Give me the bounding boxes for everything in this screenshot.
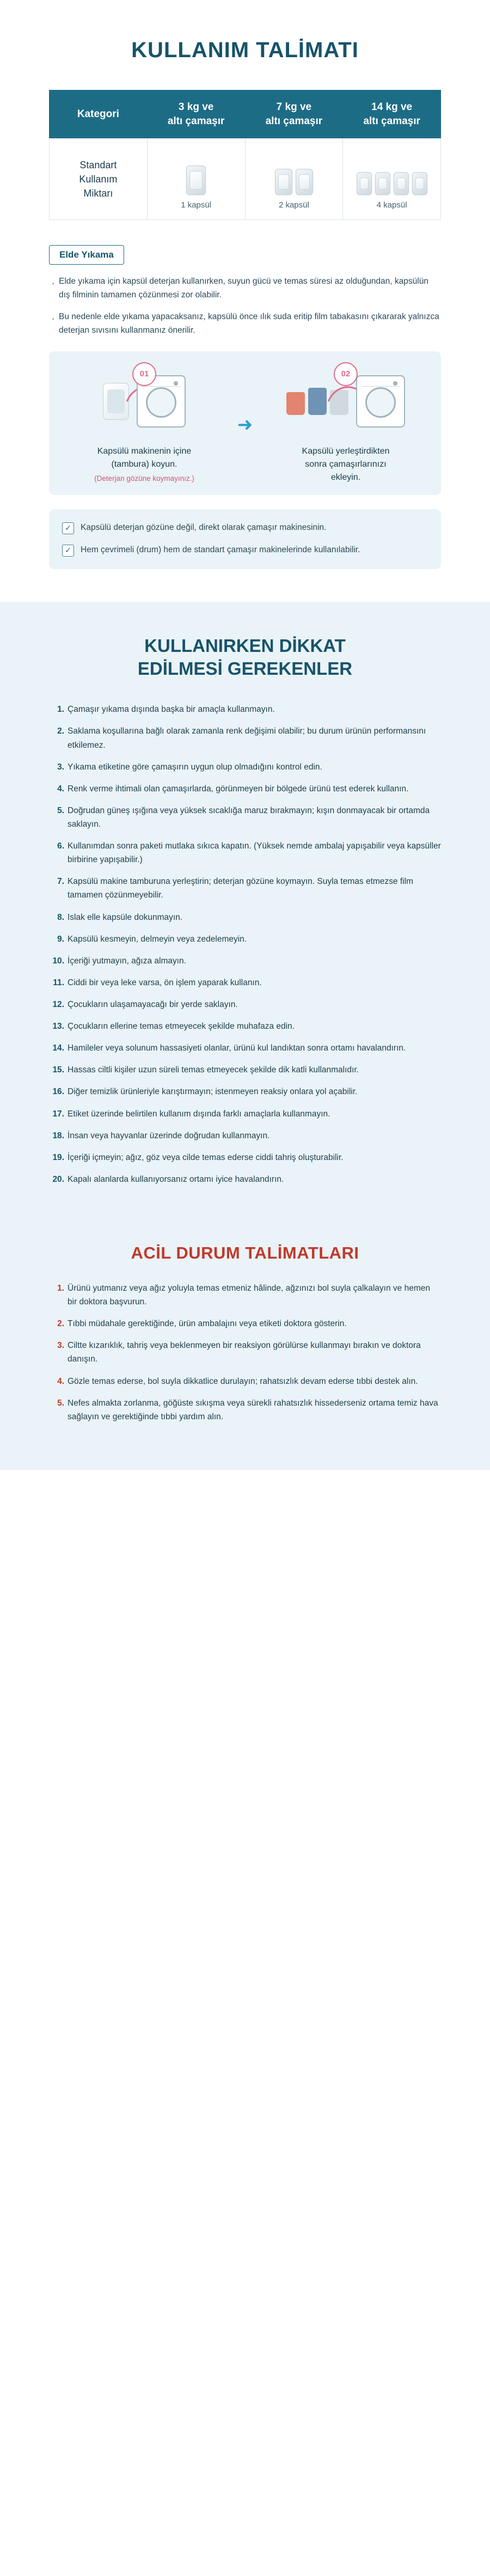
capsule-count-14kg: 4 kapsül	[376, 200, 407, 210]
steps-panel	[49, 351, 441, 495]
step-1-caption	[62, 445, 226, 484]
header-7kg-line2: altı çamaşır	[265, 115, 323, 127]
list-item: Islak elle kapsüle dokunmayın.	[68, 912, 183, 922]
list-item: İnsan veya hayvanlar üzerinde doğrudan kullanmayın.	[68, 1131, 270, 1140]
list-item: Etiket üzerinde belirtilen kullanım dışında farklı amaçlarla kullanmayın.	[68, 1109, 330, 1119]
cell-7kg	[245, 138, 343, 220]
list-item: Kapsülü makine tamburuna yerleştirin; deterjan gözüne koymayın. Suyla temas etmezse film tamamen çözünmeyebilir.	[68, 877, 413, 900]
table-header-row	[50, 90, 441, 138]
capsule-group-1	[151, 148, 242, 195]
capsule-icon	[103, 383, 129, 420]
list-item: Ürünü yutmanız veya ağız yoluyla temas etmeniz hâlinde, ağzınızı bol suyla çalkalayın ve hemen bir doktora başvurun.	[68, 1283, 430, 1307]
list-item: Doğrudan güneş ışığına veya yüksek sıcaklığa maruz bırakmayın; kışın donmayacak bir ortamda saklayın.	[68, 805, 430, 829]
table-header-3kg	[147, 90, 245, 138]
capsule-count-7kg: 2 kapsül	[278, 200, 309, 210]
check-item	[62, 521, 428, 535]
washing-machine-icon	[356, 375, 405, 428]
list-item: Gözle temas ederse, bol suyla dikkatlice durulayın; rahatsızlık devam ederse tıbbi destek alın.	[68, 1376, 418, 1386]
machine-knob-icon	[393, 381, 397, 386]
list-item: Hamileler veya solunum hassasiyeti olanlar, ürünü kul landıktan sonra ortamı havalandırın.	[68, 1043, 406, 1053]
step-2-number: 02	[334, 362, 358, 386]
table-header-category: Kategori	[50, 90, 148, 138]
check-item	[62, 544, 428, 557]
laundry-icon	[286, 388, 348, 415]
list-item: Kullanımdan sonra paketi mutlaka sıkıca kapatın. (Yüksek nemde ambalaj yapışabilir veya kapsüller birbirine yapışabilir.)	[68, 841, 441, 865]
header-14kg-line1: 14 kg ve	[371, 101, 413, 113]
step-1-caption-line1: Kapsülü makinenin içine	[97, 446, 192, 456]
shirt-icon	[330, 390, 348, 415]
check-list-panel	[49, 509, 441, 569]
shirt-icon	[286, 392, 305, 415]
check-icon: ✓	[62, 522, 74, 534]
capsule-count-3kg: 1 kapsül	[181, 200, 212, 210]
list-item: Renk verme ihtimali olan çamaşırlarda, görünmeyen bir bölgede ürünü test ederek kullanın.	[68, 784, 409, 793]
handwash-bullet: · Elde yıkama için kapsül deterjan kullanırken, suyun gücü ve temas süresi az olduğundan, kapsülün dış filminin tamamen çözünmesi zor olabilir.	[49, 274, 441, 302]
precautions-title-line1: KULLANIRKEN DİKKAT	[144, 635, 346, 656]
table-row	[50, 138, 441, 220]
list-item: Yıkama etiketine göre çamaşırın uygun olup olmadığını kontrol edin.	[68, 762, 322, 772]
capsule-icon	[296, 169, 313, 195]
step-2-caption-line1: Kapsülü yerleştirdikten	[302, 446, 390, 456]
header-3kg-line2: altı çamaşır	[167, 115, 225, 127]
table-body	[50, 138, 441, 220]
machine-door-icon	[146, 387, 176, 418]
table-header-7kg	[245, 90, 343, 138]
header-7kg-line1: 7 kg ve	[276, 101, 312, 113]
handwash-bullet: · Bu nedenle elde yıkama yapacaksanız, kapsülü önce ılık suda eritip film tabakasını çıkararak yalnızca deterjan sıvısını kullanmanız önerilir.	[49, 310, 441, 337]
step-2-caption-line2: sonra çamaşırlarınızı	[305, 459, 387, 469]
step-1-caption-line2: (tambura) koyun.	[111, 459, 177, 469]
handwash-badge: Elde Yıkama	[49, 245, 124, 265]
check-item-text: Kapsülü deterjan gözüne değil, direkt olarak çamaşır makinesinin.	[81, 522, 327, 532]
capsule-icon	[275, 169, 292, 195]
row-label-standard-amount	[50, 138, 148, 220]
step-2	[264, 365, 428, 484]
step-1-number: 01	[132, 362, 156, 386]
capsule-group-4	[346, 148, 437, 195]
usage-amount-table	[49, 90, 441, 220]
capsule-icon	[186, 166, 206, 195]
list-item: İçeriği yutmayın, ağıza almayın.	[68, 956, 186, 966]
machine-knob-icon	[174, 381, 178, 386]
step-1	[62, 365, 226, 484]
page-title: KULLANIM TALİMATI	[131, 38, 359, 62]
cell-14kg	[343, 138, 441, 220]
list-item: Çocukların ellerine temas etmeyecek şekilde muhafaza edin.	[68, 1022, 295, 1031]
list-item: İçeriği içmeyin; ağız, göz veya cilde temas ederse ciddi tahriş oluşturabilir.	[68, 1152, 344, 1162]
header-3kg-line1: 3 kg ve	[178, 101, 214, 113]
step-1-illustration	[62, 365, 226, 437]
row-label-line2: Kullanım	[79, 173, 118, 185]
handwash-bullets	[49, 274, 441, 337]
precautions-list	[49, 703, 441, 1186]
list-item: Nefes almakta zorlanma, göğüste sıkışma veya sürekli rahatsızlık hissederseniz ortama temiz hava sağlayın ve gerektiğinde tıbbi yardım alın.	[68, 1398, 438, 1421]
list-item: Hassas ciltli kişiler uzun süreli temas etmeyecek şekilde dik katli kullanmalıdır.	[68, 1065, 359, 1075]
precautions-title	[49, 634, 441, 681]
table-header-14kg	[343, 90, 441, 138]
capsule-icon	[394, 172, 409, 195]
handwash-block	[49, 245, 441, 337]
step-2-illustration	[264, 365, 428, 437]
step-2-caption-line3: ekleyin.	[330, 472, 361, 482]
check-item-text: Hem çevrimeli (drum) hem de standart çamaşır makinelerinde kullanılabilir.	[81, 545, 360, 554]
capsule-group-2	[249, 148, 340, 195]
list-item: Kapsülü kesmeyin, delmeyin veya zedelemeyin.	[68, 934, 247, 944]
cell-3kg	[147, 138, 245, 220]
capsule-icon	[375, 172, 390, 195]
row-label-line3: Miktarı	[83, 187, 113, 199]
emergency-section	[0, 1222, 490, 1470]
list-item: Diğer temizlik ürünleriyle karıştırmayın; istenmeyen reaksiy onlara yol açabilir.	[68, 1087, 358, 1097]
usage-instructions-section	[0, 0, 490, 602]
list-item: Çamaşır yıkama dışında başka bir amaçla kullanmayın.	[68, 705, 275, 715]
emergency-list	[49, 1281, 441, 1424]
shirt-icon	[308, 388, 327, 415]
check-icon: ✓	[62, 545, 74, 557]
machine-door-icon	[365, 387, 396, 418]
precautions-section	[0, 602, 490, 1222]
arrow-right-icon: ➜	[237, 414, 253, 435]
capsule-icon	[357, 172, 372, 195]
list-item: Ciltte kızarıklık, tahriş veya beklenmeyen bir reaksiyon görülürse kullanmayı bırakın ve doktora danışın.	[68, 1341, 421, 1364]
capsule-icon	[412, 172, 427, 195]
step-1-note: (Deterjan gözüne koymayınız.)	[94, 474, 194, 483]
list-item: Saklama koşullarına bağlı olarak zamanla renk değişimi olabilir; bu durum ürünün performansını etkilemez.	[68, 727, 426, 750]
step-2-caption	[264, 445, 428, 484]
list-item: Kapalı alanlarda kullanıyorsanız ortamı iyice havalandırın.	[68, 1174, 284, 1184]
list-item: Tıbbi müdahale gerektiğinde, ürün ambalajını veya etiketi doktora gösterin.	[68, 1319, 347, 1329]
precautions-title-line2: EDİLMESİ GEREKENLER	[137, 658, 353, 679]
list-item: Çocukların ulaşamayacağı bir yerde saklayın.	[68, 999, 238, 1009]
emergency-title: ACİL DURUM TALİMATLARI	[131, 1243, 359, 1262]
table-header	[50, 90, 441, 138]
header-14kg-line2: altı çamaşır	[363, 115, 420, 127]
list-item: Ciddi bir veya leke varsa, ön işlem yaparak kullanın.	[68, 978, 262, 987]
row-label-line1: Standart	[79, 159, 117, 170]
